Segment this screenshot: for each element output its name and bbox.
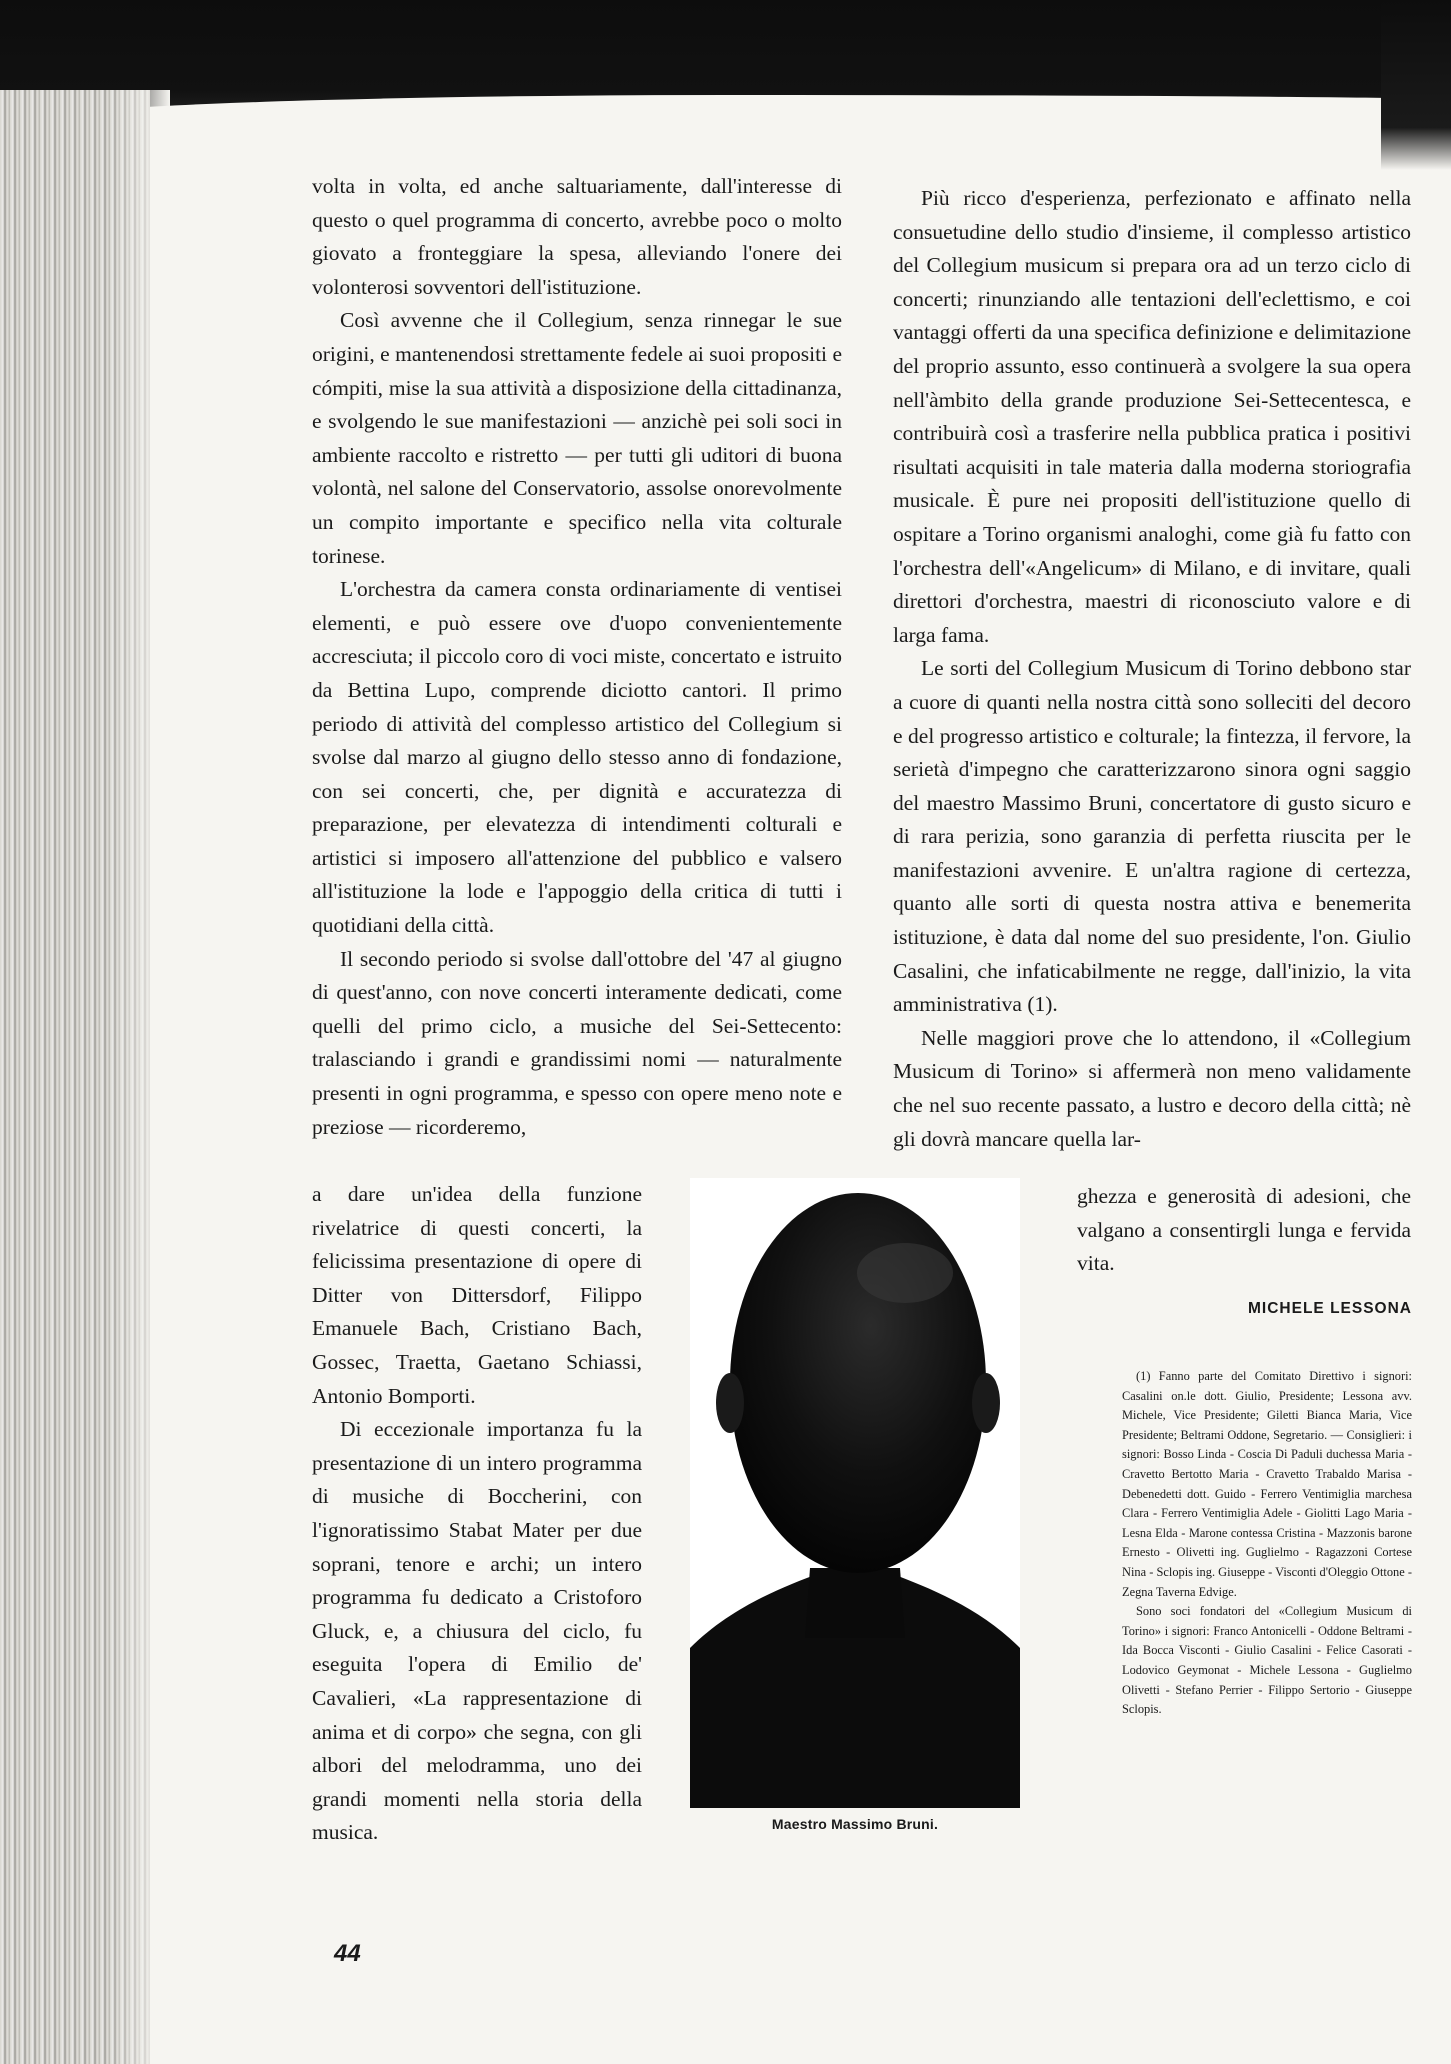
page-corner-shadow — [1381, 0, 1451, 170]
paragraph: a dare un'idea della funzione rivelatrice di questi concerti, la felicissima presentazione di opere di Ditter von Dittersdorf, Filippo Emanuele Bach, Cristiano Bach, Gossec, Traetta, Gaetano Schiassi, Antonio Bomporti. — [312, 1182, 642, 1408]
left-narrow-column — [312, 1178, 642, 1850]
footnote-paragraph: Sono soci fondatori del «Collegium Musicum di Torino» i signori: Franco Antonicelli - Oddone Beltrami - Ida Bocca Visconti - Giulio Casalini - Felice Casorati - Lodovico Geymonat - Michele Lessona - Guglielmo Olivetti - Stefano Perrier - Filippo Sertorio - Giuseppe Sclopis. — [1122, 1604, 1412, 1717]
portrait-image — [690, 1178, 1020, 1808]
paragraph: Così avvenne che il Collegium, senza rinnegar le sue origini, e mantenendosi strettamente fedele ai suoi propositi e cómpiti, mise la sua attività a disposizione della cittadinanza, e svolgendo le sue manifestazioni — anzichè pei soli soci in ambiente raccolto e ristretto — per tutti gli uditori di buona volontà, nel salone del Conservatorio, assolse onorevolmente un compito importante e specifico nella vita colturale torinese. — [312, 308, 842, 568]
paragraph: volta in volta, ed anche saltuariamente, dall'interesse di questo o quel programma di concerto, avrebbe poco o molto giovato a fronteggiare la spesa, alleviando l'onere dei volonterosi sovventori dell'istituzione. — [312, 174, 842, 299]
paragraph: Di eccezionale importanza fu la presentazione di un intero programma di musiche di Boccherini, con l'ignoratissimo Stabat Mater per due soprani, tenore e archi; un intero programma fu dedicato a Cristoforo Gluck, e, a chiusura del ciclo, fu eseguita l'opera di Emilio de' Cavalieri, «La rappresentazione di anima et di corpo» che segna, con gli albori del melodramma, uno dei grandi momenti nella storia della musica. — [312, 1417, 642, 1845]
paragraph: Più ricco d'esperienza, perfezionato e affinato nella consuetudine dello studio d'insieme, il complesso artistico del Collegium musicum si prepara ora ad un terzo ciclo di concerti; rinunziando alle tentazioni dell'eclettismo, e coi vantaggi offerti da una specifica definizione e delimitazione del proprio assunto, esso continuerà a svolgere la sua opera nell'àmbito della grande produzione Sei-Settecentesca, e contribuirà così a trasferire nella pubblica pratica i positivi risultati acquisiti in tale materia dalla moderna storiografia musicale. È pure nei propositi dell'istituzione quello di ospitare a Torino organismi analoghi, come già fu fatto con l'orchestra dell'«Angelicum» di Milano, e di invitare, quali direttori d'orchestra, maestri di riconosciuto valore e di larga fama. — [893, 186, 1411, 647]
right-column — [893, 182, 1411, 1156]
paragraph: Le sorti del Collegium Musicum di Torino debbono star a cuore di quanti nella nostra città sono solleciti del decoro e del progresso artistico e colturale; la fintezza, il fervore, la serietà d'impegno che caratterizzarono sinora ogni saggio del maestro Massimo Bruni, concertatore di gusto sicuro e di rara perizia, sono garanzia di perfetta riuscita per le manifestazioni avvenire. E un'altra ragione di certezza, quanto alle sorti di questa nostra attiva e benemerita istituzione, è data dal nome del suo presidente, l'on. Giulio Casalini, che infaticabilmente ne regge, dall'inizio, la vita amministrativa (1). — [893, 656, 1411, 1017]
footnote-paragraph: (1) Fanno parte del Comitato Direttivo i signori: Casalini on.le dott. Giulio, Presidente; Lessona avv. Michele, Vice Presidente; Giletti Bianca Maria, Vice Presidente; Beltrami Oddone, Segretario. — Consiglieri: i signori: Bosso Linda - Coscia Di Paduli duchessa Maria - Cravetto Bertotto Maria - Cravetto Trabaldo Marisa - Debenedetti dott. Guido - Ferrero Ventimiglia marchesa Clara - Ferrero Ventimiglia Adele - Giolitti Lago Maria - Lesna Elda - Marone contessa Cristina - Mazzonis barone Ernesto - Olivetti ing. Guglielmo - Ragazzoni Cortese Nina - Sclopis ing. Giuseppe - Visconti d'Oleggio Ottone - Zegna Taverna Edvige. — [1122, 1369, 1412, 1599]
paragraph: Nelle maggiori prove che lo attendono, il «Collegium Musicum di Torino» si affermerà non meno validamente che nel suo recente passato, a lustro e decoro della città; nè gli dovrà mancare quella lar- — [893, 1025, 1411, 1151]
paragraph: L'orchestra da camera consta ordinariamente di ventisei elementi, e può essere ove d'uopo convenientemente accresciuta; il piccolo coro di voci miste, concertato e istruito da Bettina Lupo, comprende diciotto cantori. Il primo periodo di attività del complesso artistico del Collegium si svolse dal marzo al giugno dello stesso anno di fondazione, con sei concerti, che, per dignità e accuratezza di preparazione, per elevatezza di intendimenti colturali e artistici si imposero all'attenzione del pubblico e valsero all'istituzione la lode e l'appoggio della critica di tutti i quotidiani della città. — [312, 577, 842, 938]
page-edge-fade — [110, 90, 170, 2064]
portrait-photo — [690, 1178, 1020, 1808]
left-column — [312, 170, 842, 1144]
page-number: 44 — [334, 1940, 361, 1967]
author-signature: MICHELE LESSONA — [1248, 1300, 1412, 1317]
page-curve — [0, 95, 1451, 155]
right-narrow-column: ghezza e generosità di adesioni, che valgano a consentirgli lunga e fervida vita. — [1077, 1184, 1411, 1276]
photo-caption: Maestro Massimo Bruni. — [771, 1816, 939, 1832]
footnote — [1122, 1367, 1412, 1720]
paragraph: Il secondo periodo si svolse dall'ottobre del '47 al giugno di quest'anno, con nove concerti interamente dedicati, come quelli del primo ciclo, a musiche del Sei-Settecento: tralasciando i grandi e grandissimi nomi — naturalmente presenti in ogni programma, e spesso con opere meno note e preziose — ricorderemo, — [312, 946, 842, 1139]
